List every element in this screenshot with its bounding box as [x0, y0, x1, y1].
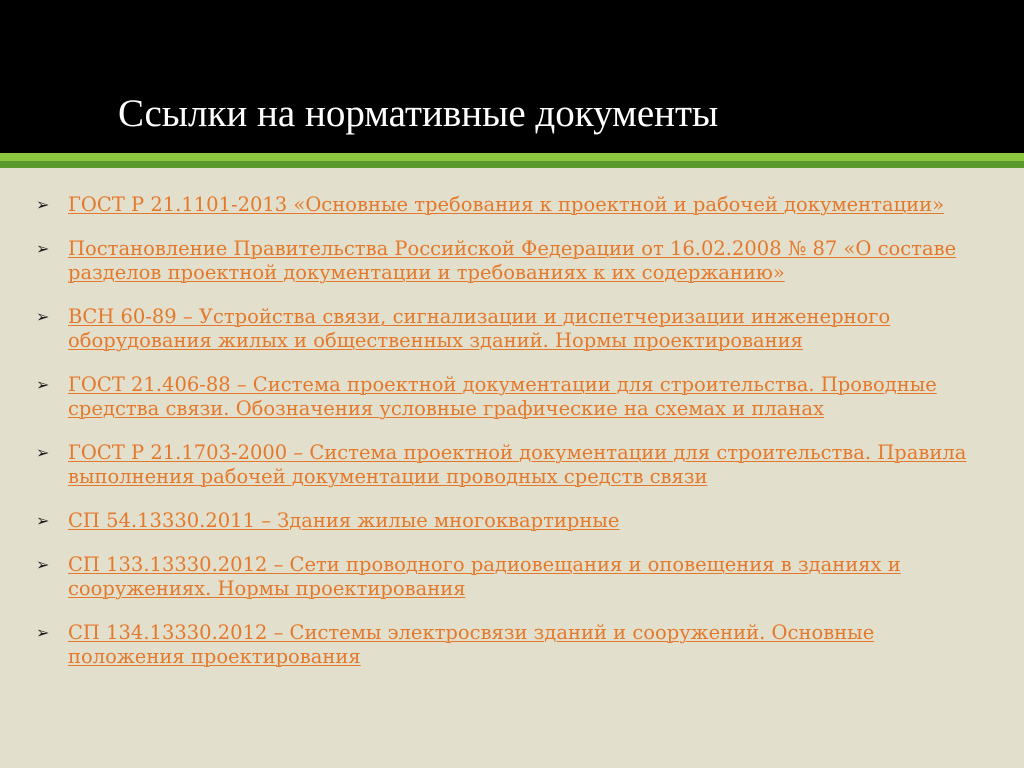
arrow-bullet-icon: ➢: [36, 375, 50, 394]
list-item: [36, 193, 996, 217]
document-link[interactable]: СП 133.13330.2012 – Сети проводного радиовещания и оповещения в зданиях и сооружениях. Нормы проектирования: [68, 553, 901, 600]
list-item: [36, 305, 996, 353]
title-bar: [0, 0, 1024, 153]
document-link[interactable]: ГОСТ 21.406-88 – Система проектной документации для строительства. Проводные средства связи. Обозначения условные графические на схемах и планах: [68, 373, 937, 420]
page-title: Ссылки на нормативные документы: [118, 92, 719, 135]
arrow-bullet-icon: ➢: [36, 307, 50, 326]
list-item: [36, 441, 996, 489]
list-item: [36, 373, 996, 421]
document-link[interactable]: ВСН 60-89 – Устройства связи, сигнализации и диспетчеризации инженерного оборудования жилых и общественных зданий. Нормы проектирования: [68, 305, 891, 352]
arrow-bullet-icon: ➢: [36, 443, 50, 462]
list-item: [36, 553, 996, 601]
arrow-bullet-icon: ➢: [36, 239, 50, 258]
document-link[interactable]: СП 134.13330.2012 – Системы электросвязи зданий и сооружений. Основные положения проектирования: [68, 621, 875, 668]
document-link[interactable]: ГОСТ Р 21.1101-2013 «Основные требования к проектной и рабочей документации»: [68, 193, 945, 216]
accent-stripe-light: [0, 153, 1024, 161]
document-link[interactable]: Постановление Правительства Российской Федерации от 16.02.2008 № 87 «О составе разделов проектной документации и требованиях к их содержанию»: [68, 237, 957, 284]
document-links-list: [36, 193, 996, 689]
document-link[interactable]: ГОСТ Р 21.1703-2000 – Система проектной документации для строительства. Правила выполнения рабочей документации проводных средств связи: [68, 441, 967, 488]
arrow-bullet-icon: ➢: [36, 623, 50, 642]
arrow-bullet-icon: ➢: [36, 555, 50, 574]
list-item: [36, 509, 996, 533]
document-link[interactable]: СП 54.13330.2011 – Здания жилые многоквартирные: [68, 509, 620, 532]
arrow-bullet-icon: ➢: [36, 511, 50, 530]
list-item: [36, 237, 996, 285]
arrow-bullet-icon: ➢: [36, 195, 50, 214]
list-item: [36, 621, 996, 669]
accent-stripe-dark: [0, 161, 1024, 168]
